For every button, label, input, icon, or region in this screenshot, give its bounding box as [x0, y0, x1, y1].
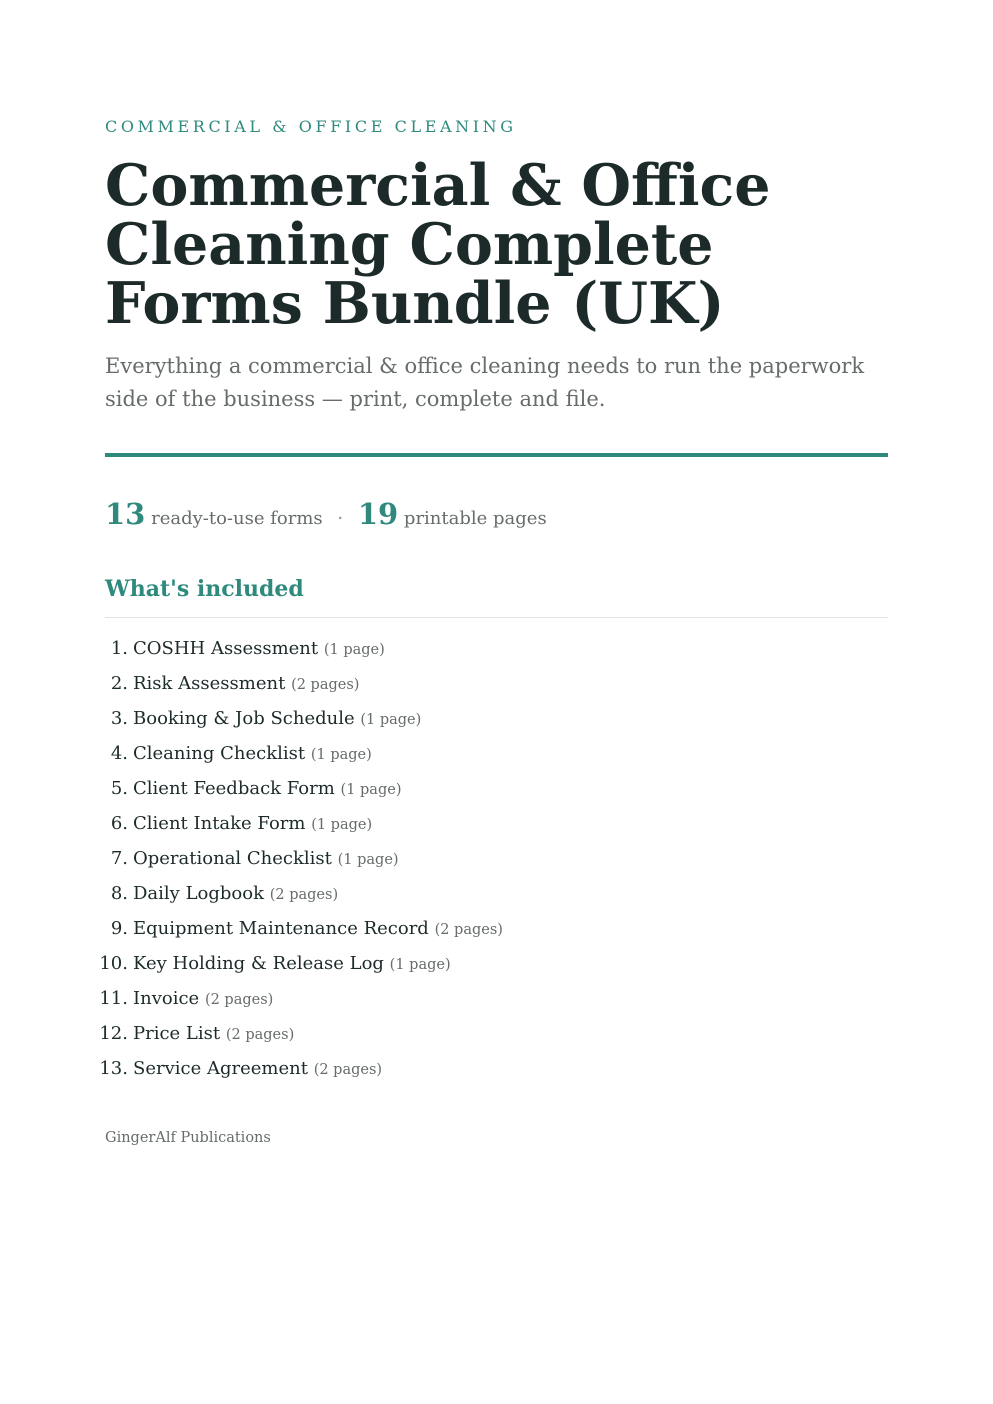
included-heading: What's included: [105, 576, 304, 602]
item-number: 3.: [110, 708, 128, 729]
forms-count-label: ready-to-use forms: [151, 508, 323, 529]
item-number: 11.: [99, 988, 128, 1009]
forms-count: 13: [105, 497, 146, 531]
item-name: Service Agreement: [133, 1058, 308, 1079]
item-number: 7.: [110, 848, 128, 869]
item-label: [133, 946, 451, 983]
item-page-count: (2 pages): [225, 1027, 295, 1043]
section-divider: [105, 617, 888, 618]
item-label: [133, 631, 385, 668]
item-number: 2.: [110, 673, 128, 694]
item-label: [133, 911, 503, 948]
page-title: Commercial & Office Cleaning Complete Forms Bundle (UK): [105, 152, 771, 337]
item-name: Client Feedback Form: [133, 778, 335, 799]
item-page-count: (2 pages): [269, 887, 339, 903]
item-label: [133, 806, 372, 843]
item-name: COSHH Assessment: [133, 638, 319, 659]
item-label: [133, 701, 421, 738]
page-subtitle: Everything a commercial & office cleaning needs to run the paperwork side of the business — print, complete and file.: [105, 354, 865, 411]
item-label: [133, 841, 399, 878]
item-page-count: (2 pages): [434, 922, 503, 938]
bundle-stats: [105, 497, 547, 531]
item-number: 13.: [99, 1058, 128, 1079]
item-name: Operational Checklist: [133, 848, 332, 869]
item-label: [133, 736, 372, 773]
item-name: Risk Assessment: [133, 673, 286, 694]
item-page-count: (1 page): [340, 782, 402, 798]
item-name: Cleaning Checklist: [133, 743, 306, 764]
item-page-count: (1 page): [337, 852, 399, 868]
category-eyebrow: COMMERCIAL & OFFICE CLEANING: [105, 117, 517, 136]
item-page-count: (1 page): [311, 817, 373, 833]
item-label: [133, 666, 359, 703]
item-page-count: (1 page): [323, 642, 385, 658]
item-number: 4.: [110, 743, 128, 764]
item-label: [133, 981, 273, 1018]
item-page-count: (2 pages): [291, 677, 360, 693]
stats-separator: ·: [337, 508, 344, 529]
item-name: Price List: [133, 1023, 221, 1044]
item-number: 5.: [110, 778, 128, 799]
item-number: 9.: [110, 918, 128, 939]
item-number: 8.: [110, 883, 128, 904]
item-name: Booking & Job Schedule: [133, 708, 355, 729]
item-name: Invoice: [133, 988, 200, 1009]
item-page-count: (1 page): [360, 712, 422, 728]
item-label: [133, 876, 338, 913]
item-number: 10.: [99, 953, 128, 974]
item-label: [133, 1051, 382, 1088]
item-name: Daily Logbook: [133, 883, 264, 904]
item-page-count: (1 page): [310, 747, 372, 763]
item-page-count: (2 pages): [204, 992, 274, 1008]
publisher-footer: GingerAlf Publications: [105, 1130, 271, 1146]
item-label: [133, 771, 401, 808]
item-page-count: (2 pages): [313, 1062, 383, 1078]
item-name: Client Intake Form: [133, 813, 306, 834]
item-number: 6.: [110, 813, 128, 834]
item-number: 12.: [99, 1023, 128, 1044]
item-name: Key Holding & Release Log: [133, 953, 384, 974]
pages-count: 19: [357, 497, 399, 531]
pages-count-label: printable pages: [403, 508, 547, 529]
item-number: 1.: [110, 638, 128, 659]
item-name: Equipment Maintenance Record: [133, 918, 429, 939]
item-page-count: (1 page): [389, 957, 451, 973]
item-label: [133, 1016, 294, 1053]
accent-divider: [105, 453, 888, 457]
